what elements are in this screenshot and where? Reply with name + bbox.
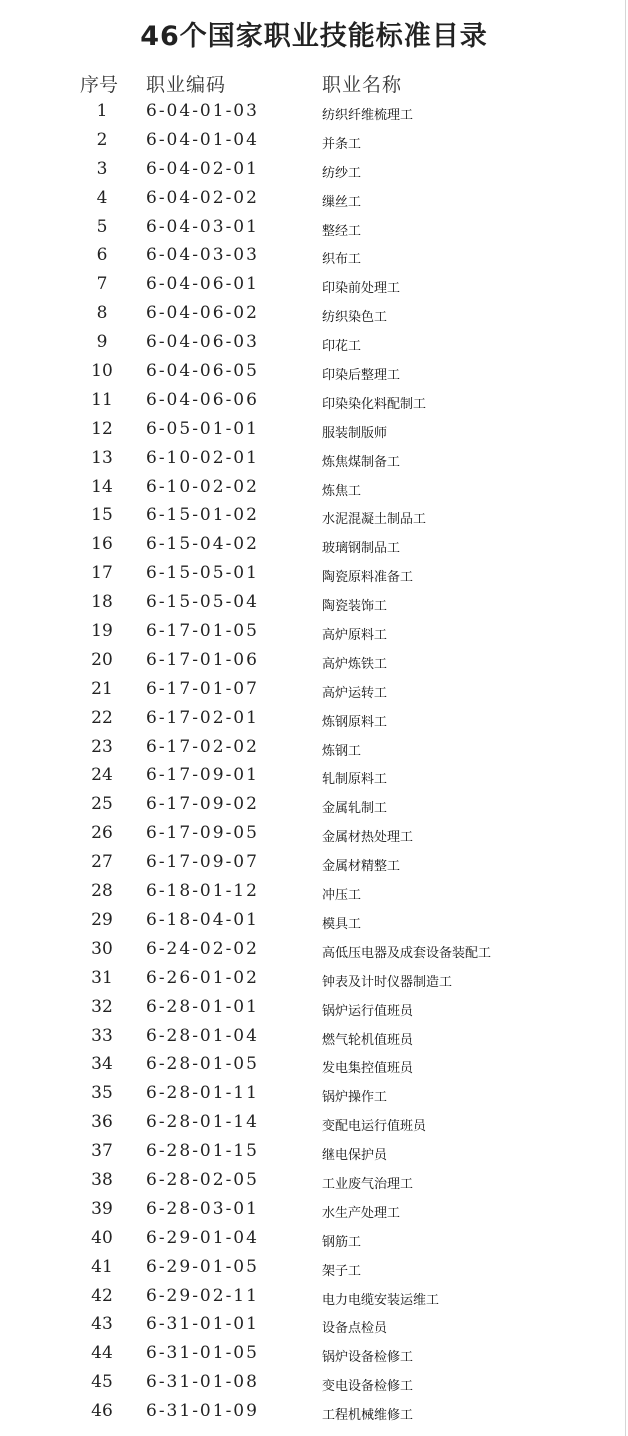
row-serial-number: 16 — [91, 534, 113, 555]
row-occupation-name: 钢筋工 — [322, 1234, 362, 1250]
table-row — [0, 1339, 628, 1368]
table-row — [0, 1050, 628, 1079]
row-serial-number: 22 — [91, 707, 113, 728]
row-serial-number: 37 — [91, 1141, 113, 1162]
row-occupation-name: 纺织染色工 — [322, 310, 388, 326]
row-occupation-code: 6-10-02-01 — [146, 447, 259, 468]
row-serial-number: 5 — [96, 216, 108, 237]
row-occupation-name: 冲压工 — [322, 888, 362, 904]
row-occupation-code: 6-31-01-08 — [146, 1372, 259, 1393]
row-occupation-name: 高炉炼铁工 — [322, 656, 388, 672]
row-occupation-code: 6-18-01-12 — [146, 881, 259, 902]
row-occupation-name: 架子工 — [322, 1263, 362, 1279]
row-occupation-code: 6-17-02-02 — [146, 736, 259, 757]
row-occupation-code: 6-04-06-05 — [146, 361, 259, 382]
row-occupation-code: 6-04-01-04 — [146, 129, 259, 150]
table-row — [0, 357, 628, 386]
row-serial-number: 29 — [91, 909, 113, 930]
table-row — [0, 964, 628, 993]
row-occupation-name: 并条工 — [322, 136, 362, 152]
row-occupation-code: 6-05-01-01 — [146, 418, 259, 439]
row-occupation-name: 缫丝工 — [322, 194, 362, 210]
row-serial-number: 20 — [91, 649, 113, 670]
table-row — [0, 675, 628, 704]
row-occupation-name: 工业废气治理工 — [322, 1176, 414, 1192]
row-occupation-code: 6-17-01-05 — [146, 621, 259, 642]
row-serial-number: 18 — [91, 592, 113, 613]
row-occupation-code: 6-17-09-05 — [146, 823, 259, 844]
row-serial-number: 43 — [91, 1314, 113, 1335]
table-row — [0, 1166, 628, 1195]
row-serial-number: 19 — [91, 621, 113, 642]
table-row — [0, 444, 628, 473]
row-occupation-code: 6-04-06-02 — [146, 303, 259, 324]
table-row — [0, 790, 628, 819]
table-row — [0, 559, 628, 588]
table-row — [0, 704, 628, 733]
row-occupation-name: 炼焦工 — [322, 483, 362, 499]
table-row — [0, 733, 628, 762]
row-occupation-name: 变配电运行值班员 — [322, 1119, 427, 1135]
row-occupation-code: 6-18-04-01 — [146, 909, 259, 930]
row-serial-number: 32 — [91, 996, 113, 1017]
row-serial-number: 38 — [91, 1169, 113, 1190]
row-serial-number: 10 — [91, 361, 113, 382]
table-row — [0, 588, 628, 617]
row-serial-number: 41 — [91, 1256, 113, 1277]
row-occupation-name: 陶瓷原料准备工 — [322, 570, 414, 586]
row-occupation-code: 6-04-06-06 — [146, 389, 259, 410]
row-occupation-name: 服装制版师 — [322, 425, 388, 441]
row-occupation-code: 6-29-02-11 — [146, 1285, 259, 1306]
row-occupation-code: 6-04-03-03 — [146, 245, 259, 266]
row-serial-number: 23 — [91, 736, 113, 757]
row-occupation-name: 织布工 — [322, 252, 362, 268]
page-title: 46个国家职业技能标准目录 — [140, 21, 488, 52]
row-occupation-code: 6-28-03-01 — [146, 1198, 259, 1219]
row-serial-number: 21 — [91, 678, 113, 699]
table-row — [0, 1224, 628, 1253]
table-row — [0, 386, 628, 415]
table-row — [0, 299, 628, 328]
row-occupation-code: 6-24-02-02 — [146, 938, 259, 959]
table-row — [0, 184, 628, 213]
table-row — [0, 761, 628, 790]
table-row — [0, 877, 628, 906]
header-occupation-code: 职业编码 — [146, 74, 227, 96]
row-serial-number: 3 — [96, 158, 108, 179]
row-occupation-code: 6-04-06-03 — [146, 332, 259, 353]
row-serial-number: 15 — [91, 505, 113, 526]
table-row — [0, 848, 628, 877]
row-occupation-name: 锅炉设备检修工 — [322, 1350, 414, 1366]
row-occupation-code: 6-17-09-07 — [146, 852, 259, 873]
row-occupation-name: 金属轧制工 — [322, 801, 388, 817]
table-row — [0, 126, 628, 155]
row-serial-number: 45 — [91, 1372, 113, 1393]
row-occupation-code: 6-04-03-01 — [146, 216, 259, 237]
row-occupation-code: 6-31-01-09 — [146, 1401, 259, 1422]
row-serial-number: 25 — [91, 794, 113, 815]
row-serial-number: 14 — [91, 476, 113, 497]
header-occupation-name: 职业名称 — [322, 74, 403, 96]
table-row — [0, 1022, 628, 1051]
row-serial-number: 42 — [91, 1285, 113, 1306]
row-serial-number: 2 — [96, 129, 108, 150]
row-occupation-name: 印染染化料配制工 — [322, 396, 427, 412]
table-row — [0, 1108, 628, 1137]
row-occupation-name: 工程机械维修工 — [322, 1408, 414, 1424]
table-row — [0, 819, 628, 848]
row-serial-number: 12 — [91, 418, 113, 439]
row-occupation-code: 6-28-01-14 — [146, 1112, 259, 1133]
row-serial-number: 31 — [91, 967, 113, 988]
row-serial-number: 24 — [91, 765, 113, 786]
row-occupation-name: 模具工 — [322, 916, 362, 932]
table-row — [0, 1397, 628, 1426]
row-occupation-name: 陶瓷装饰工 — [322, 599, 388, 615]
row-occupation-code: 6-15-01-02 — [146, 505, 259, 526]
row-occupation-code: 6-31-01-01 — [146, 1314, 259, 1335]
table-row — [0, 617, 628, 646]
table-header — [0, 70, 628, 98]
row-serial-number: 13 — [91, 447, 113, 468]
row-occupation-code: 6-15-05-01 — [146, 563, 259, 584]
row-occupation-code: 6-17-01-06 — [146, 649, 259, 670]
row-occupation-name: 印花工 — [322, 339, 362, 355]
row-occupation-code: 6-15-05-04 — [146, 592, 259, 613]
row-occupation-name: 水泥混凝土制品工 — [322, 512, 427, 528]
row-serial-number: 28 — [91, 881, 113, 902]
row-serial-number: 1 — [96, 101, 108, 121]
table-row — [0, 935, 628, 964]
row-occupation-name: 锅炉操作工 — [322, 1090, 388, 1106]
row-occupation-code: 6-10-02-02 — [146, 476, 259, 497]
table-row — [0, 1137, 628, 1166]
row-serial-number: 11 — [91, 389, 113, 410]
row-occupation-name: 钟表及计时仪器制造工 — [322, 974, 453, 990]
row-serial-number: 46 — [91, 1401, 113, 1422]
row-occupation-code: 6-28-02-05 — [146, 1169, 259, 1190]
table-row — [0, 155, 628, 184]
row-occupation-name: 变电设备检修工 — [322, 1379, 414, 1395]
row-occupation-name: 玻璃钢制品工 — [322, 541, 401, 557]
row-occupation-name: 高低压电器及成套设备装配工 — [322, 945, 492, 961]
row-occupation-code: 6-28-01-04 — [146, 1025, 259, 1046]
row-occupation-name: 燃气轮机值班员 — [322, 1032, 414, 1048]
occupation-table — [0, 97, 628, 1426]
row-occupation-code: 6-04-01-03 — [146, 101, 259, 121]
row-serial-number: 8 — [96, 303, 108, 324]
row-occupation-name: 高炉原料工 — [322, 628, 388, 644]
table-row — [0, 501, 628, 530]
row-occupation-code: 6-28-01-01 — [146, 996, 259, 1017]
table-row — [0, 328, 628, 357]
table-row — [0, 646, 628, 675]
row-serial-number: 44 — [91, 1343, 113, 1364]
table-row — [0, 1195, 628, 1224]
table-row — [0, 1282, 628, 1311]
row-occupation-name: 继电保护员 — [322, 1148, 388, 1164]
row-occupation-name: 高炉运转工 — [322, 685, 388, 701]
row-serial-number: 33 — [91, 1025, 113, 1046]
row-occupation-name: 整经工 — [322, 223, 362, 239]
row-serial-number: 17 — [91, 563, 113, 584]
row-serial-number: 27 — [91, 852, 113, 873]
row-occupation-code: 6-15-04-02 — [146, 534, 259, 555]
row-occupation-name: 金属材精整工 — [322, 859, 401, 875]
table-row — [0, 1310, 628, 1339]
row-occupation-name: 轧制原料工 — [322, 772, 388, 788]
row-occupation-name: 炼钢工 — [322, 743, 362, 759]
table-row — [0, 530, 628, 559]
row-occupation-code: 6-17-09-02 — [146, 794, 259, 815]
row-serial-number: 34 — [91, 1054, 113, 1075]
row-occupation-name: 水生产处理工 — [322, 1205, 401, 1221]
row-serial-number: 9 — [96, 332, 108, 353]
row-occupation-code: 6-17-09-01 — [146, 765, 259, 786]
row-occupation-code: 6-17-01-07 — [146, 678, 259, 699]
table-row — [0, 906, 628, 935]
row-occupation-code: 6-28-01-05 — [146, 1054, 259, 1075]
row-occupation-name: 炼焦煤制备工 — [322, 454, 401, 470]
row-occupation-name: 锅炉运行值班员 — [322, 1003, 414, 1019]
table-row — [0, 1079, 628, 1108]
header-serial-number: 序号 — [80, 74, 119, 96]
row-occupation-code: 6-17-02-01 — [146, 707, 259, 728]
table-row — [0, 473, 628, 502]
row-occupation-name: 纺织纤维梳理工 — [322, 108, 414, 123]
row-occupation-code: 6-29-01-05 — [146, 1256, 259, 1277]
row-serial-number: 26 — [91, 823, 113, 844]
row-occupation-name: 金属材热处理工 — [322, 830, 414, 846]
table-row — [0, 1253, 628, 1282]
row-occupation-name: 纺纱工 — [322, 165, 362, 181]
table-row — [0, 97, 628, 126]
table-row — [0, 241, 628, 270]
row-occupation-code: 6-04-06-01 — [146, 274, 259, 295]
table-row — [0, 415, 628, 444]
row-occupation-code: 6-26-01-02 — [146, 967, 259, 988]
row-occupation-name: 电力电缆安装运维工 — [322, 1292, 440, 1308]
row-serial-number: 30 — [91, 938, 113, 959]
row-serial-number: 6 — [96, 245, 108, 266]
row-occupation-code: 6-04-02-01 — [146, 158, 259, 179]
row-serial-number: 4 — [96, 187, 108, 208]
row-occupation-name: 印染后整理工 — [322, 368, 401, 384]
row-serial-number: 35 — [91, 1083, 113, 1104]
table-row — [0, 993, 628, 1022]
row-occupation-name: 设备点检员 — [322, 1321, 388, 1337]
row-occupation-code: 6-31-01-05 — [146, 1343, 259, 1364]
row-occupation-name: 印染前处理工 — [322, 281, 401, 297]
table-row — [0, 270, 628, 299]
row-occupation-code: 6-29-01-04 — [146, 1227, 259, 1248]
row-serial-number: 40 — [91, 1227, 113, 1248]
row-occupation-code: 6-04-02-02 — [146, 187, 259, 208]
row-serial-number: 7 — [96, 274, 108, 295]
row-occupation-code: 6-28-01-11 — [146, 1083, 259, 1104]
row-serial-number: 36 — [91, 1112, 113, 1133]
row-occupation-name: 炼钢原料工 — [322, 714, 388, 730]
table-row — [0, 1368, 628, 1397]
table-row — [0, 213, 628, 242]
row-occupation-name: 发电集控值班员 — [322, 1061, 414, 1077]
row-occupation-code: 6-28-01-15 — [146, 1141, 259, 1162]
row-serial-number: 39 — [91, 1198, 113, 1219]
